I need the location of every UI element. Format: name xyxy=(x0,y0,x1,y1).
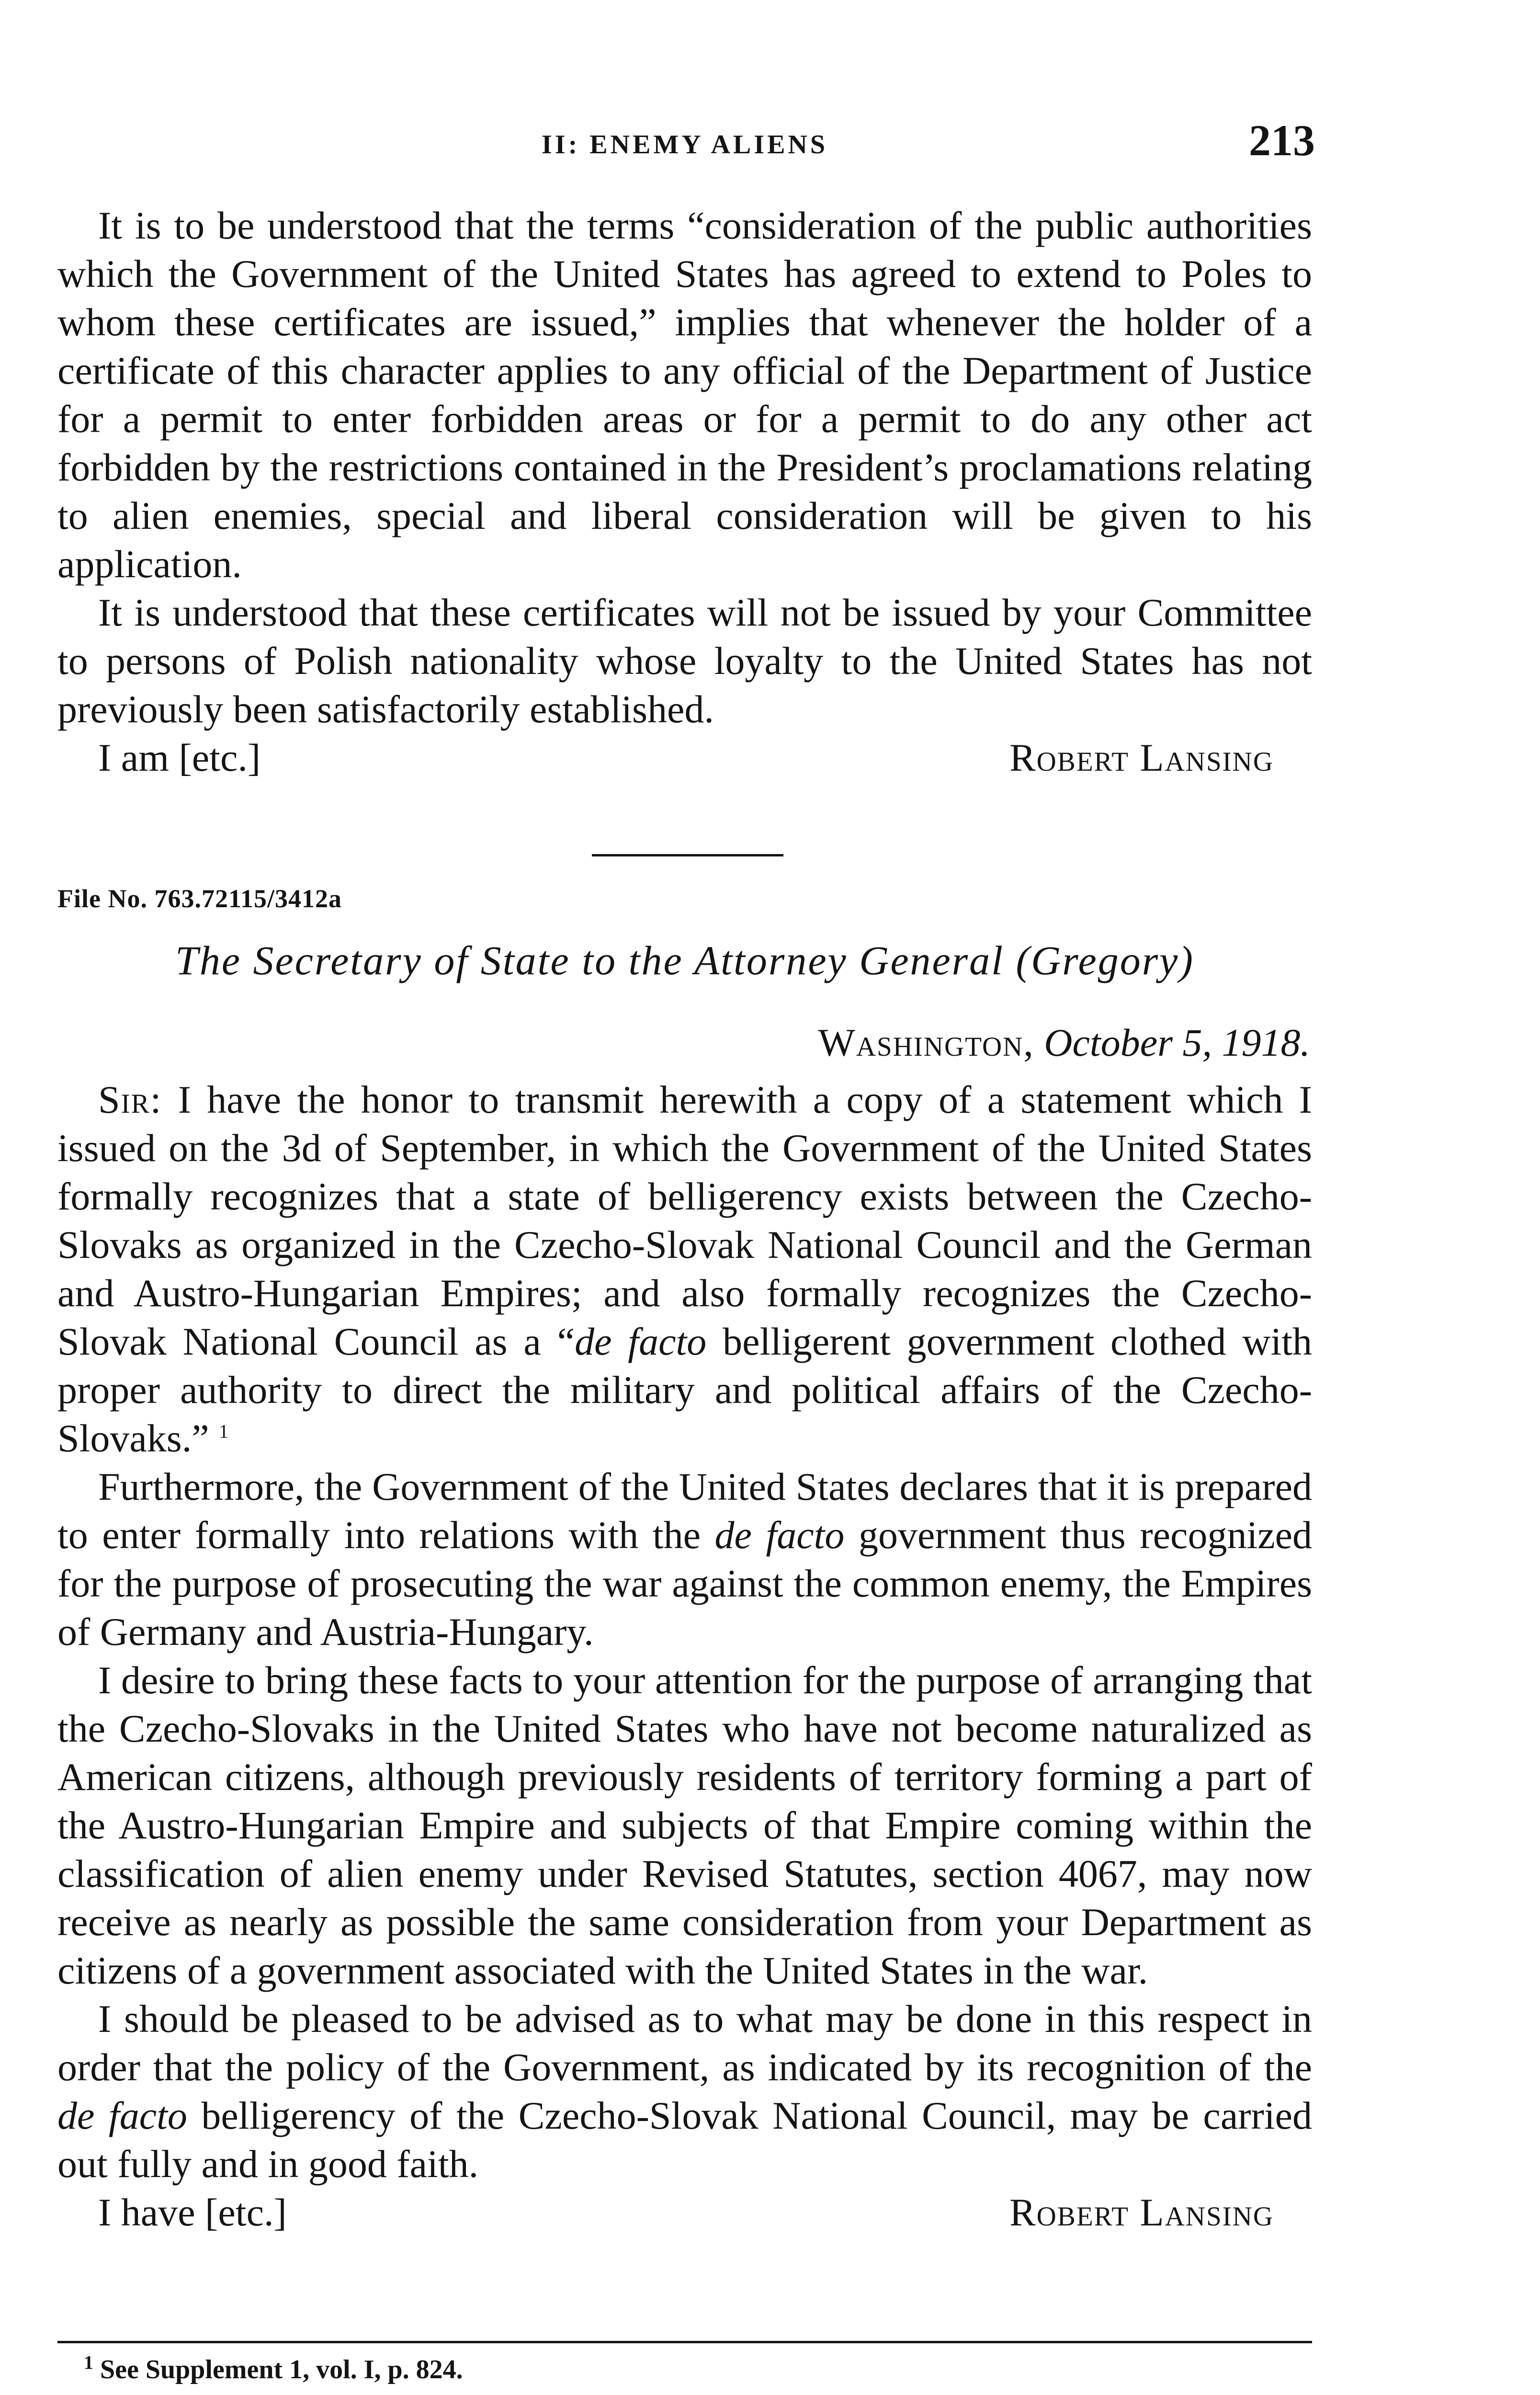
signature: Robert Lansing xyxy=(1009,736,1274,779)
paragraph-text: government thus recognized for the purpose of prosecuting the war against the common enemy, the Empires of Germany and Austria-Hungary. xyxy=(57,1513,1313,1654)
signature: Robert Lansing xyxy=(1009,2190,1274,2234)
section-separator xyxy=(592,854,783,856)
footnote xyxy=(84,2351,463,2385)
dateline-date: October 5, 1918. xyxy=(1044,1021,1310,1064)
paragraph xyxy=(57,1075,1312,1462)
italic-term: de facto xyxy=(575,1320,707,1363)
footnote-marker: 1 xyxy=(84,2351,93,2373)
paragraph-text: belligerent government clothed with proper authority to direct the military and political affairs of the Czecho-Slovaks.” xyxy=(57,1320,1313,1460)
paragraph xyxy=(57,1995,1312,2188)
italic-term: de facto xyxy=(57,2094,187,2137)
page-number: 213 xyxy=(1249,116,1315,165)
salutation: Sir: xyxy=(98,1078,162,1121)
paragraph-text: belligerency of the Czecho-Slovak National Council, may be carried out fully and in good faith. xyxy=(57,2094,1312,2186)
paragraph-text: I have the honor to transmit herewith a copy of a statement which I issued on the 3d of September, in which the Government of the United States formally recognizes that a state of belligerency exists between the Czecho-Slovaks as organized in the Czecho-Slovak National Council and the German and Austro-Hungarian Empires; and also formally recognizes the Czecho-Slovak National Council as a “ xyxy=(57,1078,1312,1363)
closing-line xyxy=(57,2188,1312,2236)
paragraph-text: I should be pleased to be advised as to what may be done in this respect in order that the policy of the Government, as indicated by its recognition of the xyxy=(57,1997,1312,2089)
paragraph-text: Furthermore, the Government of the United States declares that it is prepared to enter formally into relations with the xyxy=(57,1465,1312,1557)
dateline xyxy=(818,1020,1310,1065)
footnote-rule xyxy=(57,2341,1312,2343)
closing-line xyxy=(57,733,1312,782)
dateline-place: Washington, xyxy=(818,1021,1034,1064)
running-title: II: ENEMY ALIENS xyxy=(541,130,828,160)
footnote-reference: 1 xyxy=(219,1420,229,1442)
footnote-text: See Supplement 1, vol. I, p. 824. xyxy=(100,2355,463,2384)
closing: I am [etc.] xyxy=(98,736,261,779)
italic-term: de facto xyxy=(714,1513,845,1557)
second-letter-body xyxy=(57,1075,1312,2236)
closing: I have [etc.] xyxy=(98,2190,287,2234)
paragraph: It is to be understood that the terms “consideration of the public authorities which the Government of the United States has agreed to extend to Poles to whom these certificates are issued,” implies that whenever the holder of a certificate of this character applies to any official of the Department of Justice for a permit to enter forbidden areas or for a permit to do any other act forbidden by the restrictions contained in the President’s proclamations relating to alien enemies, special and liberal consideration will be given to his application. xyxy=(57,204,1312,586)
paragraph xyxy=(57,1462,1312,1656)
first-letter-body xyxy=(57,201,1312,782)
paragraph: It is understood that these certificates will not be issued by your Committee to persons of Polish nationality whose loyalty to the United States has not previously been satisfactorily established. xyxy=(57,591,1312,731)
running-head xyxy=(0,115,1540,172)
paragraph: I desire to bring these facts to your attention for the purpose of arranging that the Czecho-Slovaks in the United States who have not become naturalized as American citizens, although previously residents of territory forming a part of the Austro-Hungarian Empire and subjects of that Empire coming within the classification of alien enemy under Revised Statutes, section 4067, may now receive as nearly as possible the same consideration from your Department as citizens of a government associated with the United States in the war. xyxy=(57,1658,1312,1992)
file-number: File No. 763.72115/3412a xyxy=(57,884,342,913)
document-heading: The Secretary of State to the Attorney General (Gregory) xyxy=(175,937,1194,983)
